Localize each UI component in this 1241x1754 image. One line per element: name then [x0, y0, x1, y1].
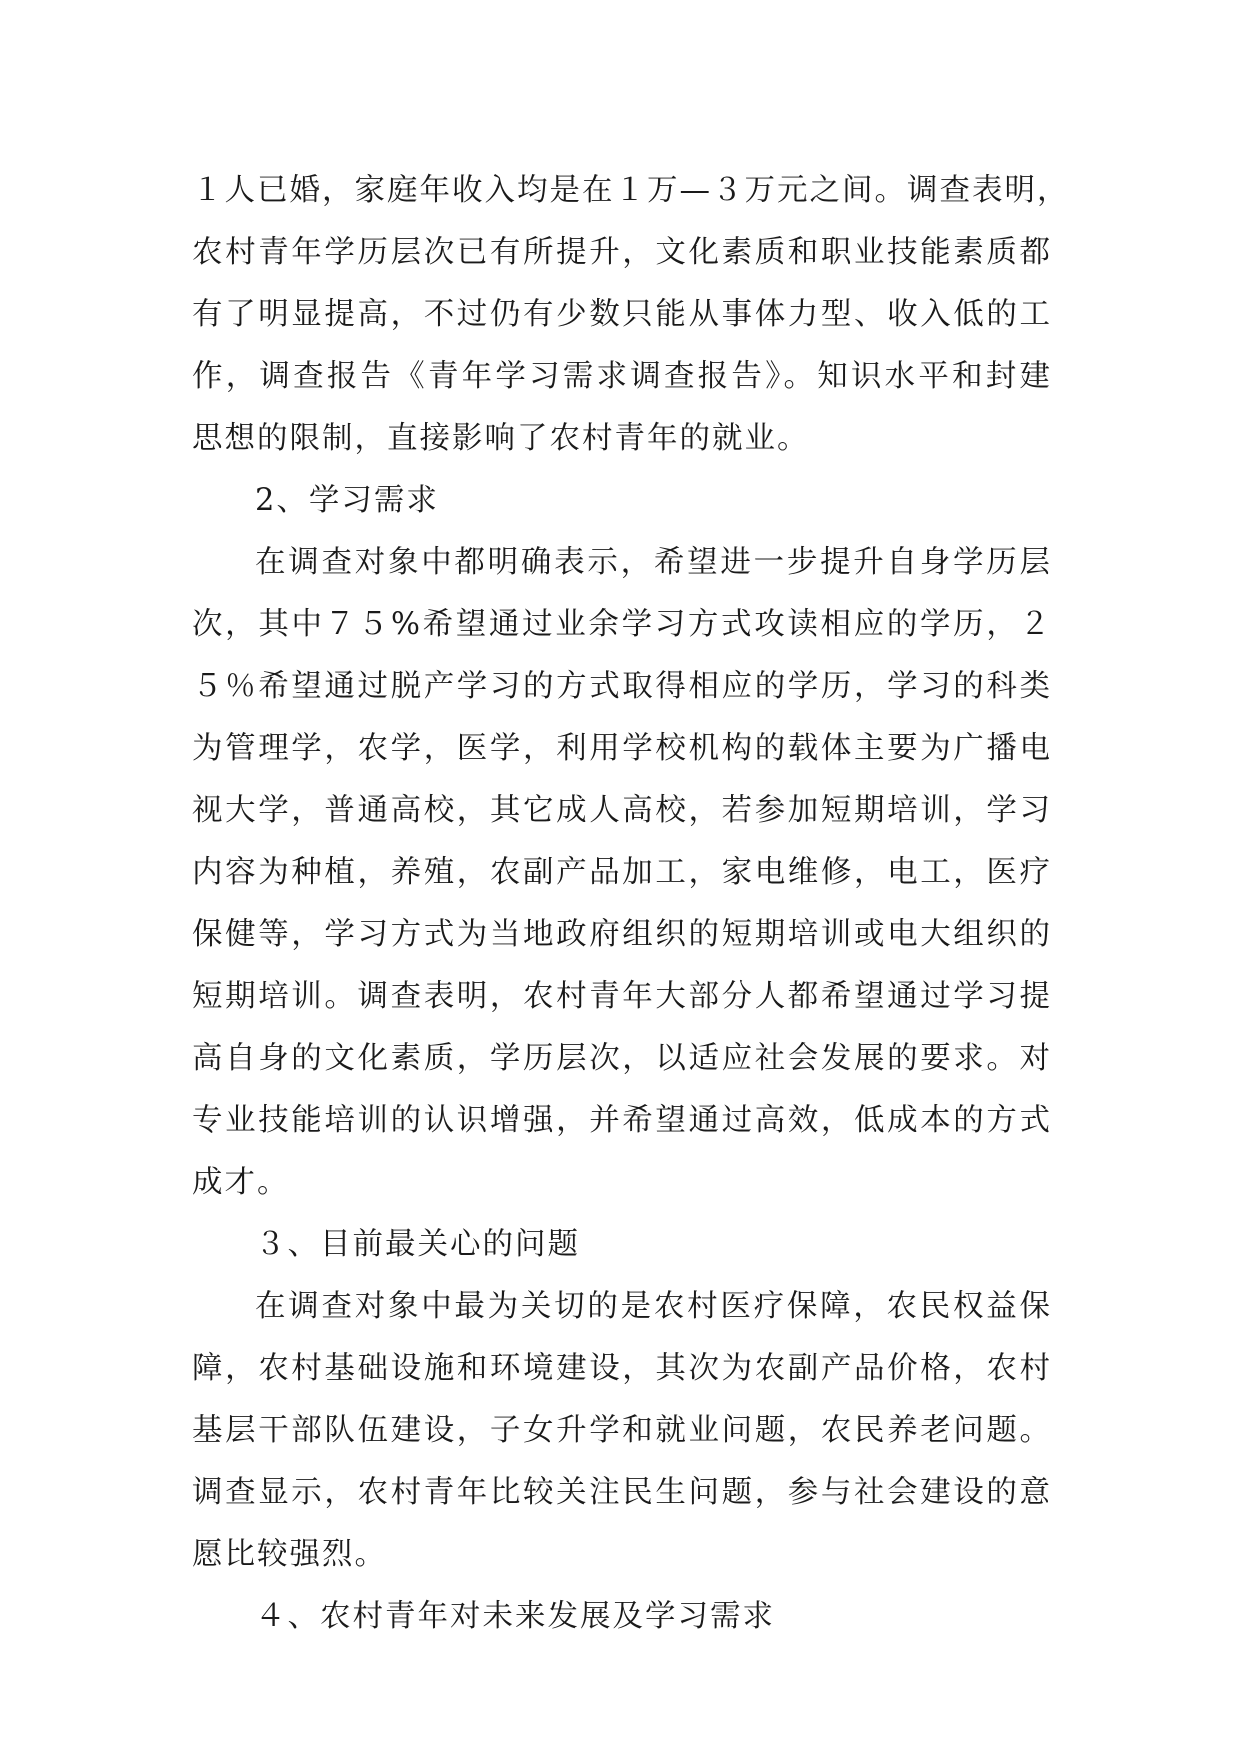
section-heading: ４、农村青年对未来发展及学习需求	[255, 1599, 775, 1634]
section-heading: ３、目前最关心的问题	[255, 1227, 580, 1262]
text-line: 保健等，学习方式为当地政府组织的短期培训或电大组织的	[192, 917, 1052, 952]
text-line: 愿比较强烈。	[192, 1537, 387, 1572]
text-line: 为管理学，农学，医学，利用学校机构的载体主要为广播电	[192, 731, 1052, 766]
text-line: 高自身的文化素质，学历层次，以适应社会发展的要求。对	[192, 1041, 1052, 1076]
text-line: 短期培训。调查表明，农村青年大部分人都希望通过学习提	[192, 979, 1052, 1014]
text-line: 成才。	[192, 1165, 290, 1200]
text-line: 内容为种植，养殖，农副产品加工，家电维修，电工，医疗	[192, 855, 1052, 890]
text-line: ５％希望通过脱产学习的方式取得相应的学历，学习的科类	[192, 669, 1052, 704]
text-line: 障，农村基础设施和环境建设，其次为农副产品价格，农村	[192, 1351, 1052, 1386]
text-line: 次，其中７５%希望通过业余学习方式攻读相应的学历，２	[192, 607, 1052, 642]
text-line: 思想的限制，直接影响了农村青年的就业。	[192, 421, 810, 456]
text-line: 基层干部队伍建设，子女升学和就业问题，农民养老问题。	[192, 1413, 1052, 1448]
text-line: 专业技能培训的认识增强，并希望通过高效，低成本的方式	[192, 1103, 1052, 1138]
text-line: 作，调查报告《青年学习需求调查报告》。知识水平和封建	[192, 359, 1052, 394]
text-line: 农村青年学历层次已有所提升，文化素质和职业技能素质都	[192, 235, 1052, 270]
section-heading: 2、学习需求	[255, 483, 439, 518]
text-line: １人已婚，家庭年收入均是在１万—３万元之间。调查表明，	[192, 173, 1070, 208]
text-line: 调查显示，农村青年比较关注民生问题，参与社会建设的意	[192, 1475, 1052, 1510]
body-text	[192, 160, 1070, 1648]
text-line: 有了明显提高，不过仍有少数只能从事体力型、收入低的工	[192, 297, 1052, 332]
text-line: 视大学，普通高校，其它成人高校，若参加短期培训，学习	[192, 793, 1052, 828]
text-line: 在调查对象中最为关切的是农村医疗保障，农民权益保	[255, 1289, 1052, 1324]
text-line: 在调查对象中都明确表示，希望进一步提升自身学历层	[255, 545, 1052, 580]
